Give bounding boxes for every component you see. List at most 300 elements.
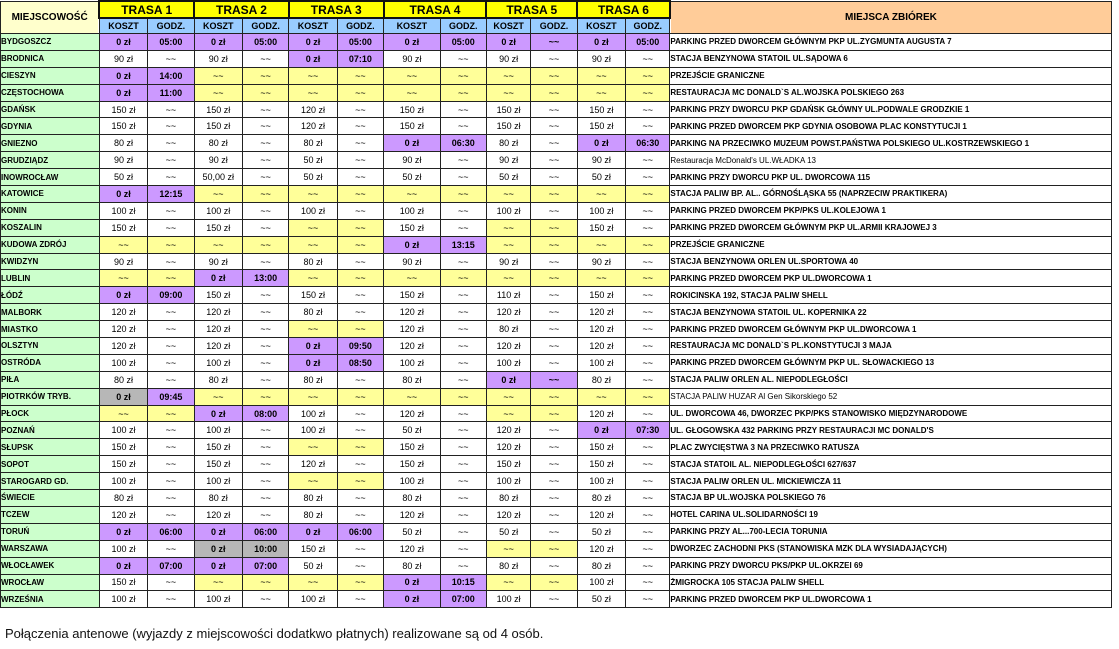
route-6-cost-cell: 150 zł	[577, 287, 625, 304]
route-6-time-cell: ~~	[626, 287, 670, 304]
route-5-cost-cell: 120 zł	[486, 439, 530, 456]
town-cell: MALBORK	[1, 304, 100, 321]
town-cell: ŚWIECIE	[1, 490, 100, 507]
route-6-cost-cell: 80 zł	[577, 557, 625, 574]
route-6-cost-cell: ~~	[577, 270, 625, 287]
route-2-cost-cell: 0 zł	[194, 405, 242, 422]
time-subheader: GODZ.	[626, 18, 670, 34]
route-2-time-cell: 06:00	[242, 523, 288, 540]
route-3-time-cell: ~~	[337, 439, 383, 456]
route-5-time-cell: ~~	[531, 422, 577, 439]
town-cell: TORUŃ	[1, 523, 100, 540]
route-5-cost-cell: ~~	[486, 236, 530, 253]
route-2-time-cell: ~~	[242, 439, 288, 456]
route-3-time-cell: ~~	[337, 236, 383, 253]
route-2-time-cell: ~~	[242, 591, 288, 608]
meeting-place-cell: STACJA BENZYNOWA ORLEN UL.SPORTOWA 40	[670, 253, 1112, 270]
route-3-cost-cell: 80 zł	[289, 253, 337, 270]
table-row	[1, 118, 1112, 135]
route-2-cost-cell: 150 zł	[194, 456, 242, 473]
route-5-time-cell: ~~	[531, 152, 577, 169]
meeting-place-cell: STACJA BENZYNOWA STATOIL UL.SĄDOWA 6	[670, 50, 1112, 67]
route-6-cost-cell: 120 zł	[577, 321, 625, 338]
route-5-time-cell: ~~	[531, 354, 577, 371]
route-3-time-cell: ~~	[337, 321, 383, 338]
meeting-place-cell: PARKING PRZY DWORCU PKP UL. DWORCOWA 115	[670, 169, 1112, 186]
route-4-time-cell: 13:15	[440, 236, 486, 253]
route-5-time-cell: ~~	[531, 236, 577, 253]
route-2-cost-cell: 120 zł	[194, 304, 242, 321]
town-cell: PIŁA	[1, 371, 100, 388]
route-5-time-cell: ~~	[531, 135, 577, 152]
route-4-time-cell: ~~	[440, 304, 486, 321]
route-6-cost-cell: 100 zł	[577, 574, 625, 591]
route-2-time-cell: ~~	[242, 321, 288, 338]
meeting-place-cell: STACJA PALIW ORLEN AL. NIEPODLEGŁOŚCI	[670, 371, 1112, 388]
route-6-cost-cell: 150 zł	[577, 118, 625, 135]
schedule-body	[1, 34, 1112, 608]
route-2-time-cell: ~~	[242, 304, 288, 321]
meeting-place-cell: STACJA STATOIL AL. NIEPODLEGŁOŚCI 627/637	[670, 456, 1112, 473]
route-3-cost-cell: 150 zł	[289, 287, 337, 304]
table-row	[1, 523, 1112, 540]
route-4-cost-cell: 0 zł	[384, 34, 440, 51]
route-3-cost-cell: 50 zł	[289, 557, 337, 574]
route-1-time-cell: ~~	[148, 236, 194, 253]
route-3-cost-cell: ~~	[289, 574, 337, 591]
route-3-time-cell: ~~	[337, 287, 383, 304]
route-3-cost-cell: 120 zł	[289, 118, 337, 135]
route-2-cost-cell: 50,00 zł	[194, 169, 242, 186]
route-1-time-cell: 11:00	[148, 84, 194, 101]
route-4-cost-cell: 80 zł	[384, 557, 440, 574]
route-header-row	[1, 1, 1112, 18]
table-row	[1, 490, 1112, 507]
route-5-cost-cell: 150 zł	[486, 118, 530, 135]
route-5-time-cell: ~~	[531, 270, 577, 287]
table-row	[1, 473, 1112, 490]
route-1-time-cell: ~~	[148, 253, 194, 270]
route-1-cost-cell: 100 zł	[99, 354, 147, 371]
meeting-place-cell: PARKING PRZED DWORCEM GŁÓWNYM PKP UL.DWORCOWA 1	[670, 321, 1112, 338]
route-2-time-cell: 13:00	[242, 270, 288, 287]
route-6-time-cell: ~~	[626, 574, 670, 591]
route-3-cost-cell: 80 zł	[289, 135, 337, 152]
route-3-cost-cell: ~~	[289, 388, 337, 405]
route-5-time-cell: ~~	[531, 321, 577, 338]
route-5-cost-cell: 100 zł	[486, 354, 530, 371]
route-6-time-cell: ~~	[626, 270, 670, 287]
table-row	[1, 101, 1112, 118]
route-1-time-cell: ~~	[148, 152, 194, 169]
route-1-time-cell: ~~	[148, 473, 194, 490]
route-5-cost-cell: 120 zł	[486, 304, 530, 321]
route-5-time-cell: ~~	[531, 473, 577, 490]
route-6-time-cell: ~~	[626, 67, 670, 84]
table-row	[1, 439, 1112, 456]
time-subheader: GODZ.	[148, 18, 194, 34]
route-1-cost-cell: 0 zł	[99, 34, 147, 51]
route-3-time-cell: ~~	[337, 84, 383, 101]
route-4-time-cell: 05:00	[440, 34, 486, 51]
route-5-time-cell: ~~	[531, 287, 577, 304]
route-1-time-cell: ~~	[148, 574, 194, 591]
route-4-time-cell: ~~	[440, 202, 486, 219]
route-2-cost-cell: ~~	[194, 67, 242, 84]
route-1-cost-cell: ~~	[99, 236, 147, 253]
route-1-cost-cell: 120 zł	[99, 321, 147, 338]
route-3-time-cell: ~~	[337, 557, 383, 574]
route-2-time-cell: ~~	[242, 50, 288, 67]
route-6-cost-cell: 120 zł	[577, 338, 625, 355]
meeting-place-cell: PARKING NA PRZECIWKO MUZEUM POWST.PAŃSTWA POLSKIEGO UL.KOSTRZEWSKIEGO 1	[670, 135, 1112, 152]
route-4-time-cell: 07:00	[440, 591, 486, 608]
route-2-cost-cell: 0 zł	[194, 523, 242, 540]
meeting-place-cell: STACJA PALIW HUZAR Al Gen Sikorskiego 52	[670, 388, 1112, 405]
route-4-time-cell: ~~	[440, 270, 486, 287]
route-2-cost-cell: 80 zł	[194, 490, 242, 507]
route-4-time-cell: ~~	[440, 67, 486, 84]
route-3-cost-cell: 80 zł	[289, 506, 337, 523]
route-2-cost-cell: 150 zł	[194, 439, 242, 456]
route-3-time-cell: 05:00	[337, 34, 383, 51]
route-1-time-cell: ~~	[148, 591, 194, 608]
route-2-time-cell: ~~	[242, 101, 288, 118]
route-5-time-cell: ~~	[531, 84, 577, 101]
route-3-cost-cell: ~~	[289, 67, 337, 84]
route-2-cost-cell: ~~	[194, 84, 242, 101]
route-1-cost-cell: 0 zł	[99, 67, 147, 84]
meeting-place-cell: STACJA PALIW BP. AL.. GÓRNOŚLĄSKA 55 (NAPRZECIW PRAKTIKERA)	[670, 186, 1112, 203]
meeting-place-cell: PARKING PRZED DWORCEM PKP/PKS UL.KOLEJOWA 1	[670, 202, 1112, 219]
route-5-time-cell: ~~	[531, 169, 577, 186]
route-5-time-cell: ~~	[531, 540, 577, 557]
table-row	[1, 236, 1112, 253]
route-1-time-cell: ~~	[148, 321, 194, 338]
route-5-cost-cell: ~~	[486, 405, 530, 422]
route-3-time-cell: ~~	[337, 118, 383, 135]
route-3-cost-cell: 80 zł	[289, 304, 337, 321]
town-cell: KWIDZYN	[1, 253, 100, 270]
route-3-cost-cell: 80 zł	[289, 490, 337, 507]
route-5-time-cell: ~~	[531, 67, 577, 84]
route-3-cost-cell: 100 zł	[289, 591, 337, 608]
route-5-cost-cell: ~~	[486, 574, 530, 591]
route-4-time-cell: ~~	[440, 422, 486, 439]
meeting-place-cell: STACJA BP UL.WOJSKA POLSKIEGO 76	[670, 490, 1112, 507]
table-row	[1, 540, 1112, 557]
route-4-time-cell: ~~	[440, 473, 486, 490]
route-1-time-cell: ~~	[148, 338, 194, 355]
route-2-time-cell: ~~	[242, 506, 288, 523]
meeting-place-cell: PARKING PRZED DWORCEM PKP UL.DWORCOWA 1	[670, 270, 1112, 287]
town-cell: TCZEW	[1, 506, 100, 523]
route-2-cost-cell: 100 zł	[194, 591, 242, 608]
route-3-cost-cell: 50 zł	[289, 169, 337, 186]
table-row	[1, 186, 1112, 203]
route-4-time-cell: ~~	[440, 118, 486, 135]
route-2-time-cell: 08:00	[242, 405, 288, 422]
route-4-cost-cell: 150 zł	[384, 287, 440, 304]
town-cell: WARSZAWA	[1, 540, 100, 557]
route-6-time-cell: ~~	[626, 202, 670, 219]
route-5-time-cell: ~~	[531, 523, 577, 540]
route-4-cost-cell: 80 zł	[384, 490, 440, 507]
meeting-place-cell: PARKING PRZY AL...700-LECIA TORUNIA	[670, 523, 1112, 540]
route-5-cost-cell: 0 zł	[486, 371, 530, 388]
route-4-cost-cell: 120 zł	[384, 304, 440, 321]
route-3-cost-cell: 0 zł	[289, 34, 337, 51]
route-1-cost-cell: ~~	[99, 270, 147, 287]
route-5-time-cell: ~~	[531, 118, 577, 135]
meeting-place-cell: UL. DWORCOWA 46, DWORZEC PKP/PKS STANOWISKO MIĘDZYNARODOWE	[670, 405, 1112, 422]
route-6-time-cell: ~~	[626, 236, 670, 253]
route-1-cost-cell: 120 zł	[99, 338, 147, 355]
route-3-time-cell: ~~	[337, 253, 383, 270]
town-cell: GNIEZNO	[1, 135, 100, 152]
route-6-time-cell: ~~	[626, 338, 670, 355]
route-3-time-cell: ~~	[337, 135, 383, 152]
route-4-cost-cell: 100 zł	[384, 473, 440, 490]
route-4-time-cell: 10:15	[440, 574, 486, 591]
table-row	[1, 135, 1112, 152]
meeting-place-cell: PARKING PRZED DWORCEM GŁÓWNYM PKP UL.ZYGMUNTA AUGUSTA 7	[670, 34, 1112, 51]
route-3-cost-cell: 100 zł	[289, 202, 337, 219]
route-3-cost-cell: ~~	[289, 439, 337, 456]
table-row	[1, 591, 1112, 608]
route-4-time-cell: ~~	[440, 456, 486, 473]
route-2-time-cell: ~~	[242, 354, 288, 371]
time-subheader: GODZ.	[242, 18, 288, 34]
route-6-time-cell: 05:00	[626, 34, 670, 51]
meeting-place-cell: ROKICINSKA 192, STACJA PALIW SHELL	[670, 287, 1112, 304]
meeting-place-cell: PLAC ZWYCIĘSTWA 3 NA PRZECIWKO RATUSZA	[670, 439, 1112, 456]
route-6-cost-cell: 120 zł	[577, 506, 625, 523]
route-4-cost-cell: 0 zł	[384, 591, 440, 608]
route-2-cost-cell: 90 zł	[194, 152, 242, 169]
table-row	[1, 338, 1112, 355]
route-4-cost-cell: 50 zł	[384, 523, 440, 540]
route-5-cost-cell: ~~	[486, 67, 530, 84]
route-3-time-cell: ~~	[337, 371, 383, 388]
route-6-cost-cell: 100 zł	[577, 473, 625, 490]
table-row	[1, 574, 1112, 591]
route-3-cost-cell: 80 zł	[289, 371, 337, 388]
time-subheader: GODZ.	[531, 18, 577, 34]
route-6-cost-cell: ~~	[577, 84, 625, 101]
route-4-cost-cell: 90 zł	[384, 50, 440, 67]
route-1-cost-cell: 0 zł	[99, 287, 147, 304]
table-row	[1, 270, 1112, 287]
route-3-time-cell: 07:10	[337, 50, 383, 67]
route-2-cost-cell: 0 zł	[194, 270, 242, 287]
route-4-cost-cell: ~~	[384, 270, 440, 287]
route-6-time-cell: ~~	[626, 50, 670, 67]
route-5-cost-cell: 90 zł	[486, 253, 530, 270]
route-2-time-cell: ~~	[242, 338, 288, 355]
route-1-cost-cell: 90 zł	[99, 253, 147, 270]
route-4-cost-cell: 90 zł	[384, 253, 440, 270]
route-6-time-cell: 07:30	[626, 422, 670, 439]
route-1-time-cell: ~~	[148, 50, 194, 67]
table-row	[1, 506, 1112, 523]
route-3-time-cell: ~~	[337, 574, 383, 591]
route-3-cost-cell: ~~	[289, 84, 337, 101]
route-2-time-cell: ~~	[242, 287, 288, 304]
route-3-time-cell: ~~	[337, 202, 383, 219]
route-1-cost-cell: 90 zł	[99, 152, 147, 169]
route-4-time-cell: ~~	[440, 354, 486, 371]
route-3-time-cell: ~~	[337, 67, 383, 84]
route-6-cost-cell: 0 zł	[577, 422, 625, 439]
route-5-cost-cell: 120 zł	[486, 422, 530, 439]
route-5-cost-cell: 80 zł	[486, 321, 530, 338]
time-subheader: GODZ.	[440, 18, 486, 34]
route-6-header: TRASA 6	[577, 1, 670, 18]
route-1-cost-cell: 80 zł	[99, 135, 147, 152]
route-2-time-cell: ~~	[242, 371, 288, 388]
route-2-cost-cell: 150 zł	[194, 118, 242, 135]
route-4-time-cell: ~~	[440, 186, 486, 203]
route-6-time-cell: ~~	[626, 219, 670, 236]
route-5-time-cell: ~~	[531, 591, 577, 608]
cost-subheader: KOSZT	[486, 18, 530, 34]
footnote: Połączenia antenowe (wyjazdy z miejscowości dodatkwo płatnych) realizowane są od 4 osób.	[5, 626, 544, 641]
route-1-time-cell: ~~	[148, 506, 194, 523]
route-1-cost-cell: 100 zł	[99, 591, 147, 608]
route-6-time-cell: ~~	[626, 456, 670, 473]
town-cell: CZĘSTOCHOWA	[1, 84, 100, 101]
route-4-time-cell: ~~	[440, 287, 486, 304]
route-1-time-cell: 12:15	[148, 186, 194, 203]
route-6-cost-cell: 80 zł	[577, 490, 625, 507]
route-1-time-cell: 06:00	[148, 523, 194, 540]
town-cell: INOWROCŁAW	[1, 169, 100, 186]
route-1-time-cell: ~~	[148, 304, 194, 321]
route-3-cost-cell: 100 zł	[289, 405, 337, 422]
route-1-time-cell: 09:00	[148, 287, 194, 304]
route-1-cost-cell: 150 zł	[99, 574, 147, 591]
route-4-time-cell: ~~	[440, 490, 486, 507]
route-5-time-cell: ~~	[531, 186, 577, 203]
cost-subheader: KOSZT	[577, 18, 625, 34]
table-row	[1, 34, 1112, 51]
route-6-cost-cell: ~~	[577, 67, 625, 84]
route-6-cost-cell: 50 zł	[577, 591, 625, 608]
route-5-time-cell: ~~	[531, 506, 577, 523]
route-2-cost-cell: 120 zł	[194, 506, 242, 523]
route-6-cost-cell: 100 zł	[577, 202, 625, 219]
route-5-time-cell: ~~	[531, 456, 577, 473]
route-2-time-cell: ~~	[242, 169, 288, 186]
meeting-place-cell: Restauracja McDonald's UL.WŁADKA 13	[670, 152, 1112, 169]
meeting-place-cell: PARKING PRZED DWORCEM GŁÓWNYM PKP UL.ARMII KRAJOWEJ 3	[670, 219, 1112, 236]
route-4-time-cell: ~~	[440, 506, 486, 523]
route-5-cost-cell: 80 zł	[486, 557, 530, 574]
route-3-cost-cell: ~~	[289, 270, 337, 287]
route-1-time-cell: 07:00	[148, 557, 194, 574]
route-5-header: TRASA 5	[486, 1, 577, 18]
route-3-time-cell: ~~	[337, 540, 383, 557]
town-cell: SOPOT	[1, 456, 100, 473]
route-6-time-cell: ~~	[626, 101, 670, 118]
route-1-cost-cell: 150 zł	[99, 101, 147, 118]
table-row	[1, 152, 1112, 169]
meeting-place-column-header: MIEJSCA ZBIÓREK	[670, 1, 1112, 34]
route-2-header: TRASA 2	[194, 1, 289, 18]
route-2-time-cell: ~~	[242, 388, 288, 405]
route-3-cost-cell: 100 zł	[289, 422, 337, 439]
route-1-cost-cell: 100 zł	[99, 422, 147, 439]
route-4-time-cell: ~~	[440, 557, 486, 574]
route-6-cost-cell: ~~	[577, 236, 625, 253]
town-cell: PŁOCK	[1, 405, 100, 422]
route-6-time-cell: ~~	[626, 439, 670, 456]
route-5-cost-cell: 100 zł	[486, 473, 530, 490]
meeting-place-cell: PARKING PRZY DWORCU PKP GDAŃSK GŁÓWNY UL.PODWALE GRODZKIE 1	[670, 101, 1112, 118]
route-6-cost-cell: 120 zł	[577, 540, 625, 557]
route-3-time-cell: ~~	[337, 169, 383, 186]
town-cell: SŁUPSK	[1, 439, 100, 456]
route-6-cost-cell: 90 zł	[577, 50, 625, 67]
route-2-time-cell: ~~	[242, 574, 288, 591]
route-1-cost-cell: 90 zł	[99, 50, 147, 67]
route-1-cost-cell: 120 zł	[99, 506, 147, 523]
route-3-time-cell: ~~	[337, 473, 383, 490]
route-5-cost-cell: 80 zł	[486, 135, 530, 152]
route-3-time-cell: ~~	[337, 304, 383, 321]
town-cell: BRODNICA	[1, 50, 100, 67]
route-2-time-cell: ~~	[242, 202, 288, 219]
route-6-time-cell: ~~	[626, 321, 670, 338]
route-4-cost-cell: ~~	[384, 84, 440, 101]
route-3-cost-cell: 0 zł	[289, 523, 337, 540]
route-4-time-cell: ~~	[440, 371, 486, 388]
route-4-cost-cell: 0 zł	[384, 135, 440, 152]
route-1-cost-cell: 150 zł	[99, 456, 147, 473]
route-4-time-cell: ~~	[440, 523, 486, 540]
route-2-time-cell: 05:00	[242, 34, 288, 51]
meeting-place-cell: PARKING PRZED DWORCEM PKP GDYNIA OSOBOWA PLAC KONSTYTUCJI 1	[670, 118, 1112, 135]
town-cell: KOSZALIN	[1, 219, 100, 236]
route-1-cost-cell: 50 zł	[99, 169, 147, 186]
route-3-cost-cell: ~~	[289, 473, 337, 490]
table-row	[1, 304, 1112, 321]
route-6-cost-cell: 50 zł	[577, 169, 625, 186]
route-5-time-cell: ~~	[531, 50, 577, 67]
route-2-time-cell: ~~	[242, 490, 288, 507]
route-2-cost-cell: 120 zł	[194, 338, 242, 355]
route-2-cost-cell: 100 zł	[194, 422, 242, 439]
route-6-cost-cell: 100 zł	[577, 354, 625, 371]
route-3-time-cell: ~~	[337, 591, 383, 608]
route-5-cost-cell: 90 zł	[486, 50, 530, 67]
route-4-time-cell: ~~	[440, 540, 486, 557]
route-2-time-cell: ~~	[242, 219, 288, 236]
town-cell: PIOTRKÓW TRYB.	[1, 388, 100, 405]
route-6-time-cell: ~~	[626, 354, 670, 371]
route-3-cost-cell: ~~	[289, 321, 337, 338]
route-5-time-cell: ~~	[531, 202, 577, 219]
route-1-time-cell: ~~	[148, 456, 194, 473]
route-6-cost-cell: ~~	[577, 388, 625, 405]
route-1-time-cell: 09:45	[148, 388, 194, 405]
route-6-time-cell: ~~	[626, 169, 670, 186]
route-5-cost-cell: 90 zł	[486, 152, 530, 169]
route-2-time-cell: ~~	[242, 473, 288, 490]
route-3-cost-cell: 0 zł	[289, 338, 337, 355]
route-6-time-cell: ~~	[626, 152, 670, 169]
